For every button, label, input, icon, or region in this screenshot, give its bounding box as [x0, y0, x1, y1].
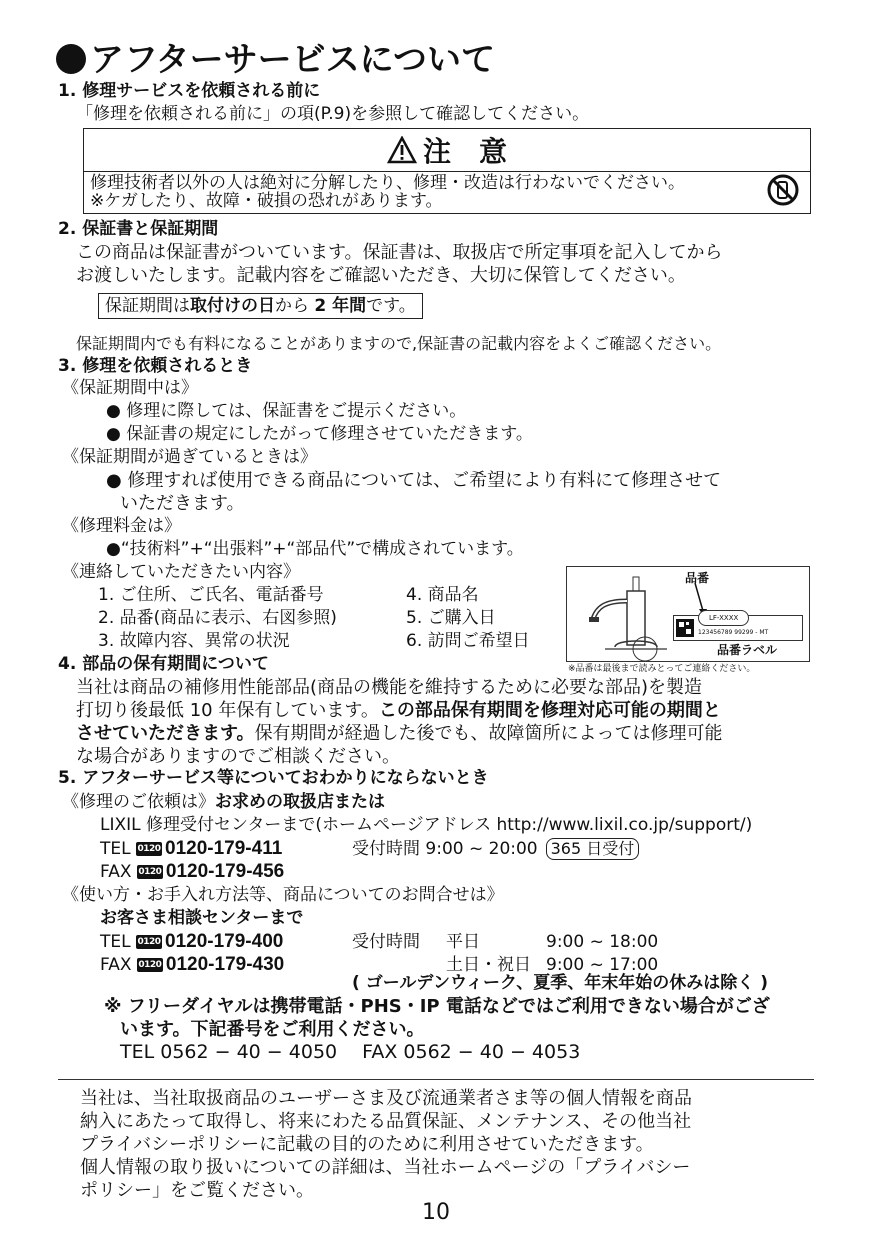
s5-consult: お客さま相談センターまで: [100, 908, 304, 928]
contact-item: 1. ご住所、ご氏名、電話番号: [98, 585, 324, 605]
repair-fax: 0120-179-456: [165, 861, 285, 882]
s4-line4: な場合がありますのでご相談ください。: [76, 746, 400, 767]
s4-line1: 当社は商品の補修用性能部品(商品の機能を維持するために必要な部品)を製造: [76, 677, 703, 698]
s3-during: 《保証期間中は》: [62, 378, 198, 398]
consult-tel: 0120-179-400: [165, 931, 284, 952]
freedial-icon: 0120: [137, 844, 161, 854]
fig-label: 品番: [685, 571, 710, 585]
s1-heading: 1. 修理サービスを依頼される前に: [58, 81, 321, 101]
warranty-period-box: 保証期間は取付けの日から 2 年間です。: [98, 293, 423, 319]
qr-code-icon: [676, 619, 694, 637]
product-label-figure: [566, 566, 810, 662]
alt-numbers: TEL 0562 − 40 − 4050 FAX 0562 − 40 − 4053: [120, 1041, 581, 1063]
caution-box: [83, 128, 811, 214]
s3-fee-b1: ●“技術料”+“出張料”+“部品代”で構成されています。: [106, 539, 524, 559]
fig-caption: 品番ラベル: [717, 643, 778, 657]
contact-item: 2. 品番(商品に表示、右図参照): [98, 608, 337, 628]
privacy-line: ポリシー」をご覧ください。: [80, 1180, 314, 1201]
repair-fax-row: FAX 0120 0120-179-456: [100, 861, 285, 882]
s3-after: 《保証期間が過ぎているときは》: [62, 447, 317, 467]
weekend-label: 土日・祝日: [446, 955, 531, 975]
repair-hours: 受付時間 9:00 ~ 20:00 365 日受付: [352, 838, 639, 860]
caution-line2: ※ケガしたり、故障・破損の恐れがあります。: [90, 191, 443, 211]
page-number: 10: [422, 1200, 450, 1225]
s3-contact: 《連絡していただきたい内容》: [62, 562, 300, 582]
s4-line2: 打切り後最低 10 年保有しています。この部品保有期間を修理対応可能の期間と: [76, 700, 721, 721]
label-sticker: [673, 615, 803, 641]
s3-during-b2: ● 保証書の規定にしたがって修理させていただきます。: [106, 424, 533, 444]
consult-fax: 0120-179-430: [165, 954, 285, 975]
privacy-line: 個人情報の取り扱いについての詳細は、当社ホームページの「プライバシー: [80, 1157, 691, 1178]
freedial-note2: います。下記番号をご利用ください。: [120, 1019, 425, 1040]
fig-note: ※品番は最後まで読みとってご連絡ください。: [568, 664, 756, 674]
caution-line1: 修理技術者以外の人は絶対に分解したり、修理・改造は行わないでください。: [90, 173, 685, 193]
s2-line2: お渡しいたします。記載内容をご確認いただき、大切に保管してください。: [76, 265, 686, 286]
s5-repair: 《修理のご依頼は》お求めの取扱店または: [62, 792, 385, 812]
s1-text: 「修理を依頼される前に」の項(P.9)を参照して確認してください。: [76, 104, 590, 124]
bullet-circle-icon: [56, 44, 86, 74]
freedial-icon: 0120: [137, 937, 161, 947]
s5-usage: 《使い方・お手入れ方法等、商品についてのお問合せは》: [62, 885, 504, 905]
contact-item: 4. 商品名: [406, 585, 479, 605]
privacy-line: 当社は、当社取扱商品のユーザーさま及び流通業者さま等の個人情報を商品: [80, 1088, 692, 1109]
contact-item: 6. 訪問ご希望日: [406, 631, 530, 651]
repair-tel-row: TEL 0120 0120-179-411: [100, 838, 283, 859]
s3-after-b1b: いただきます。: [120, 493, 245, 514]
s4-heading: 4. 部品の保有期間について: [58, 654, 269, 674]
s5-heading: 5. アフターサービス等についておわかりにならないとき: [58, 768, 489, 788]
s2-line1: この商品は保証書がついています。保証書は、取扱店で所定事項を記入してから: [76, 242, 723, 263]
warning-icon: [387, 136, 417, 164]
divider: [58, 1079, 814, 1080]
weekend-hours: 9:00 ~ 17:00: [546, 955, 659, 975]
consult-fax-row: FAX 0120 0120-179-430: [100, 954, 285, 975]
fig-tag: LF-XXXX: [698, 610, 749, 626]
caution-title-row: [84, 129, 810, 172]
holidays-note: ( ゴールデンウィーク、夏季、年末年始の休みは除く ): [352, 973, 768, 993]
s3-during-b1: ● 修理に際しては、保証書をご提示ください。: [106, 401, 467, 421]
weekday-hours: 9:00 ~ 18:00: [546, 932, 659, 952]
s4-line3: させていただきます。保有期間が経過した後でも、故障箇所によっては修理可能: [76, 723, 723, 744]
freedial-note1: ※ フリーダイヤルは携帯電話・PHS・IP 電話などではご利用できない場合がござ: [104, 996, 770, 1017]
freedial-icon: 0120: [138, 867, 162, 877]
contact-item: 3. 故障内容、異常の状況: [98, 631, 290, 651]
repair-tel: 0120-179-411: [165, 838, 283, 859]
caution-title: 注 意: [422, 135, 507, 168]
s3-after-b1a: ● 修理すれば使用できる商品については、ご希望により有料にて修理させて: [106, 470, 722, 491]
consult-tel-row: TEL 0120 0120-179-400: [100, 931, 284, 952]
s3-heading: 3. 修理を依頼されるとき: [58, 356, 253, 376]
privacy-line: プライバシーポリシーに記載の目的のために利用させていただきます。: [80, 1134, 654, 1155]
privacy-line: 納入にあたって取得し、将来にわたる品質保証、メンテナンス、その他当社: [80, 1111, 692, 1132]
s2-note: 保証期間内でも有料になることがありますので,保証書の記載内容をよくご確認ください。: [76, 334, 722, 353]
365-badge: 365 日受付: [546, 838, 640, 860]
fig-code: 123456789 99299 - MT: [698, 629, 769, 636]
freedial-icon: 0120: [138, 960, 162, 970]
contact-item: 5. ご購入日: [406, 608, 496, 628]
s3-fee: 《修理料金は》: [62, 516, 181, 536]
page-title: アフターサービスについて: [56, 38, 495, 82]
s2-heading: 2. 保証書と保証期間: [58, 219, 219, 239]
no-disassembly-icon: [766, 173, 800, 207]
weekday-label: 平日: [446, 932, 480, 952]
faucet-icon: [575, 567, 667, 661]
s5-center: LIXIL 修理受付センターまで(ホームページアドレス http://www.lixil.co.jp/support/): [100, 815, 753, 835]
consult-hours-label: 受付時間: [352, 932, 420, 952]
